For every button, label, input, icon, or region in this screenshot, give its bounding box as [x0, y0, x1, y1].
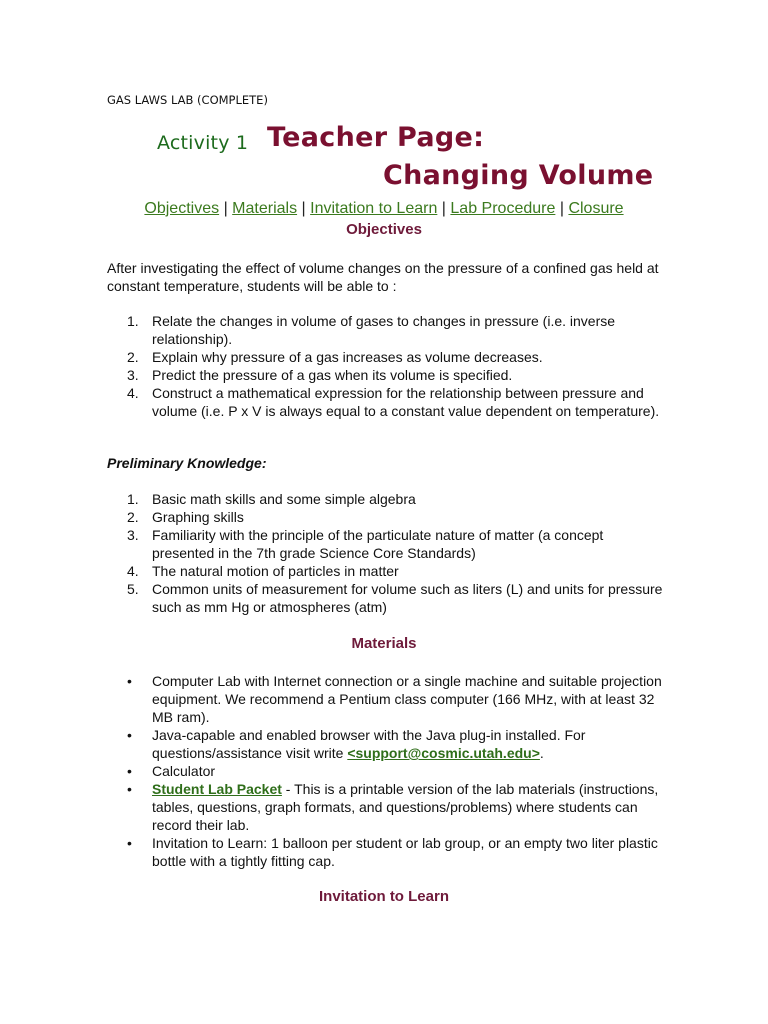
materials-heading: Materials [351, 635, 417, 652]
title-block [0, 118, 768, 198]
list-item-text: Basic math skills and some simple algebra [152, 491, 416, 507]
list-item-text: Calculator [152, 763, 216, 779]
bullet-icon: • [127, 673, 132, 689]
list-item [107, 762, 667, 780]
page-subtitle: Changing Volume [383, 160, 654, 191]
list-item-text: . [539, 745, 544, 761]
nav-separator: | [301, 200, 311, 217]
objectives-intro: After investigating the effect of volume changes on the pressure of a confined gas held at constant temperature, students will be able to : [107, 260, 659, 294]
activity-label: Activity 1 [157, 132, 249, 154]
list-item: 3. Familiarity with the principle of the particulate nature of matter (a concept presented in the 7th grade Science Core Standards) [127, 527, 604, 561]
list-item-text: Invitation to Learn: 1 balloon per student or lab group, or an empty two liter plastic bottle with a tightly fitting cap. [152, 835, 658, 869]
list-item [107, 780, 667, 834]
student-lab-packet-link[interactable]: Student Lab Packet [152, 781, 282, 797]
list-item: 2. Explain why pressure of a gas increases as volume decreases. [127, 349, 543, 365]
list-item [107, 726, 667, 762]
preliminary-list [107, 490, 667, 616]
list-item [107, 672, 667, 726]
list-item: 4. The natural motion of particles in matter [127, 563, 399, 579]
page-title: Teacher Page: [267, 122, 485, 153]
objectives-heading: Objectives [346, 221, 422, 238]
list-item-text: Java-capable and enabled browser with the Java plug-in installed. For questions/assistance visit write [152, 727, 586, 761]
bullet-icon: • [127, 835, 132, 851]
list-item [107, 834, 667, 870]
invitation-heading: Invitation to Learn [318, 888, 449, 905]
nav-link-invitation[interactable]: Invitation to Learn [310, 200, 438, 217]
list-item: 4. Construct a mathematical expression for the relationship between pressure and volume (i.e. P x V is always equal to a constant value dependent on temperature). [127, 385, 660, 419]
materials-list [107, 672, 667, 870]
list-item-text: The natural motion of particles in matter [152, 563, 399, 579]
support-email-link[interactable]: <support@cosmic.utah.edu> [347, 745, 540, 761]
list-item-text: Construct a mathematical expression for the relationship between pressure and volume (i.e. P x V is always equal to a constant value dependent on temperature). [152, 385, 660, 419]
section-nav [0, 200, 768, 218]
nav-link-materials[interactable]: Materials [232, 200, 298, 217]
list-item-text: Graphing skills [152, 509, 244, 525]
list-item-text: Predict the pressure of a gas when its volume is specified. [152, 367, 513, 383]
nav-separator: | [441, 200, 451, 217]
bullet-icon: • [127, 727, 132, 743]
nav-separator: | [223, 200, 233, 217]
list-item: 1. Relate the changes in volume of gases to changes in pressure (i.e. inverse relationship). [127, 313, 616, 347]
nav-separator: | [559, 200, 569, 217]
list-item-text: - This is a printable version of the lab materials (instructions, tables, questions, graph formats, and questions/problems) where students can record their lab. [152, 781, 659, 833]
list-item-text: Explain why pressure of a gas increases as volume decreases. [152, 349, 543, 365]
nav-link-closure[interactable]: Closure [568, 200, 624, 217]
objectives-list [107, 312, 667, 420]
list-item-text: Relate the changes in volume of gases to changes in pressure (i.e. inverse relationship). [152, 313, 616, 347]
list-item: 5. Common units of measurement for volume such as liters (L) and units for pressure such as mm Hg or atmospheres (atm) [127, 581, 663, 615]
bullet-icon: • [127, 763, 132, 779]
list-item: 2. Graphing skills [127, 509, 244, 525]
bullet-icon: • [127, 781, 132, 797]
document-header: GAS LAWS LAB (COMPLETE) [107, 93, 268, 107]
list-item-text: Computer Lab with Internet connection or a single machine and suitable projection equipment. We recommend a Pentium class computer (166 MHz, with at least 32 MB ram). [152, 673, 662, 725]
list-item-text: Common units of measurement for volume such as liters (L) and units for pressure such as mm Hg or atmospheres (atm) [152, 581, 663, 615]
list-item-text: Familiarity with the principle of the particulate nature of matter (a concept presented in the 7th grade Science Core Standards) [152, 527, 604, 561]
nav-link-lab-procedure[interactable]: Lab Procedure [450, 200, 556, 217]
nav-link-objectives[interactable]: Objectives [144, 200, 220, 217]
list-item: 3. Predict the pressure of a gas when its volume is specified. [127, 367, 513, 383]
list-item: 1. Basic math skills and some simple algebra [127, 491, 416, 507]
preliminary-heading: Preliminary Knowledge: [107, 455, 267, 471]
